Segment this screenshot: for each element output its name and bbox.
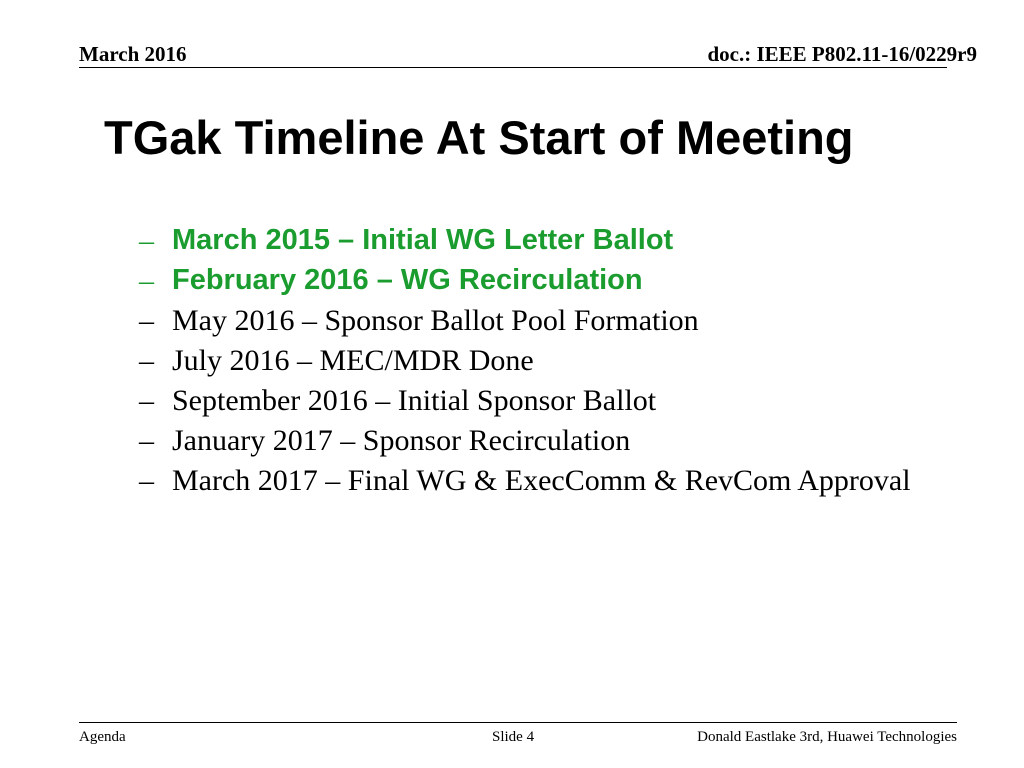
timeline-list — [139, 221, 919, 501]
footer-author: Donald Eastlake 3rd, Huawei Technologies — [697, 729, 957, 745]
timeline-item — [139, 301, 919, 341]
footer-section: Agenda — [79, 729, 126, 745]
header-doc-id: doc.: IEEE P802.11-16/0229r9 — [707, 42, 977, 66]
timeline-item — [139, 261, 919, 301]
timeline-item-text: January 2017 – Sponsor Recirculation — [172, 424, 631, 457]
dash-bullet: – — [139, 464, 154, 497]
dash-bullet: – — [139, 384, 154, 417]
header-divider — [79, 67, 947, 68]
timeline-item — [139, 341, 919, 381]
timeline-item-text: February 2016 – WG Recirculation — [172, 264, 643, 296]
timeline-item-text: July 2016 – MEC/MDR Done — [172, 344, 534, 377]
dash-bullet: – — [139, 304, 154, 337]
dash-bullet: – — [139, 264, 154, 297]
timeline-item — [139, 421, 919, 461]
timeline-item-text: March 2017 – Final WG & ExecComm & RevCom Approval — [172, 464, 911, 497]
timeline-item-text: March 2015 – Initial WG Letter Ballot — [172, 224, 674, 256]
timeline-item — [139, 381, 919, 421]
dash-bullet: – — [139, 424, 154, 457]
header-date: March 2016 — [79, 42, 187, 66]
footer-slide-number: Slide 4 — [492, 729, 535, 745]
dash-bullet: – — [139, 344, 154, 377]
slide-title: TGak Timeline At Start of Meeting — [104, 111, 854, 164]
timeline-item-text: May 2016 – Sponsor Ballot Pool Formation — [172, 304, 699, 337]
dash-bullet: – — [139, 224, 154, 257]
timeline-item — [139, 461, 919, 501]
footer-divider — [79, 722, 957, 723]
timeline-item — [139, 221, 919, 261]
timeline-item-text: September 2016 – Initial Sponsor Ballot — [172, 384, 657, 417]
